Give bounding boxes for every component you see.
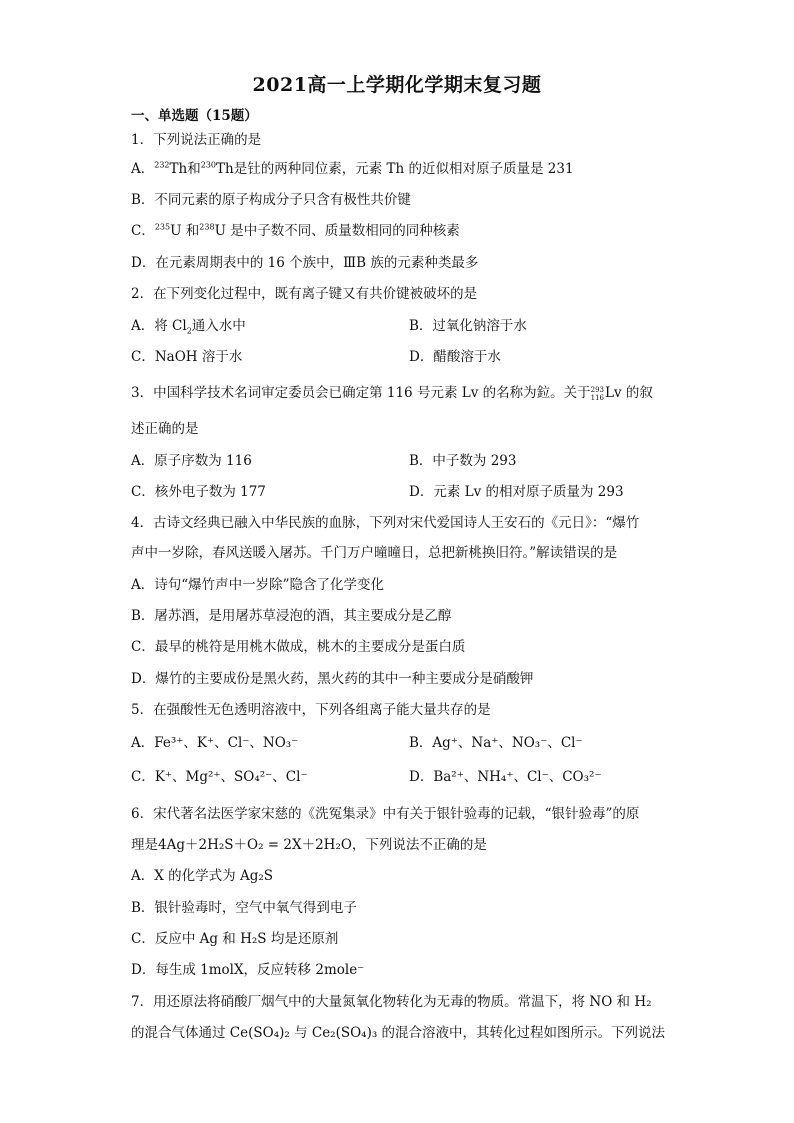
q5-option-b: B．Ag⁺、Na⁺、NO₃⁻、Cl⁻	[409, 735, 583, 751]
q4-option-a: A．诗句“爆竹声中一岁除”隐含了化学变化	[131, 577, 385, 593]
q5-option-c: C．K⁺、Mg²⁺、SO₄²⁻、Cl⁻	[131, 769, 308, 785]
q2-option-c: C．NaOH 溶于水	[131, 349, 243, 365]
q1-option-d: D．在元素周期表中的 16 个族中，ⅢB 族的元素种类最多	[131, 255, 479, 271]
q3-stem-line2: 述正确的是	[131, 421, 199, 437]
q1-option-a: A．$^{232}$Th和$^{230}$Th是钍的两种同位素，元素 Th 的近似相对原子质量是 231	[131, 160, 574, 177]
q2-option-a: A．将 $Cl_2$通入水中	[131, 318, 246, 336]
q6-option-a: A．X 的化学式为 Ag₂S	[131, 868, 273, 884]
q6-stem-line2: 理是4Ag＋2H₂S＋O₂ = 2X＋2H₂O，下列说法不正确的是	[131, 837, 487, 853]
q4-stem-line1: 4．古诗文经典已融入中华民族的血脉，下列对宋代爱国诗人王安石的《元日》：“爆竹	[131, 515, 640, 531]
q2-option-d: D．醋酸溶于水	[409, 349, 501, 365]
q7-stem-line1: 7．用还原法将硝酸厂烟气中的大量氮氧化物转化为无毒的物质。常温下，将 NO 和 H₂	[131, 994, 652, 1010]
q1-option-b: B．不同元素的原子构成分子只含有极性共价键	[131, 192, 411, 208]
q1-stem: 1．下列说法正确的是	[131, 132, 262, 148]
q5-stem: 5．在强酸性无色透明溶液中，下列各组离子能大量共存的是	[131, 702, 491, 718]
q3-stem-line1: 3．中国科学技术名词审定委员会已确定第 116 号元素 Lv 的名称为鉝。关于 293 116 Lv 的叙	[131, 385, 653, 402]
q6-option-c: C．反应中 Ag 和 H₂S 均是还原剂	[131, 931, 339, 947]
q4-option-b: B．屠苏酒，是用屠苏草浸泡的酒，其主要成分是乙醇	[131, 608, 452, 624]
q2-option-b: B．过氧化钠溶于水	[409, 318, 527, 334]
q3-option-a: A．原子序数为 116	[131, 453, 252, 469]
q5-option-d: D．Ba²⁺、NH₄⁺、Cl⁻、CO₃²⁻	[409, 769, 602, 785]
q7-stem-line2: 的混合气体通过 Ce(SO₄)₂ 与 Ce₂(SO₄)₃ 的混合溶液中，其转化过程如图所示。下列说法	[131, 1025, 666, 1041]
q3-option-b: B．中子数为 293	[409, 453, 517, 469]
q1-option-c: C．$^{235}$U 和$^{238}$U 是中子数不同、质量数相同的同种核素	[131, 222, 460, 239]
page-title: 2021高一上学期化学期末复习题	[252, 74, 542, 96]
q3-option-d: D．元素 Lv 的相对原子质量为 293	[409, 484, 624, 500]
q6-stem-line1: 6．宋代著名法医学家宋慈的《洗冤集录》中有关于银针验毒的记载，“银针验毒”的原	[131, 806, 640, 822]
q4-option-c: C．最早的桃符是用桃木做成，桃木的主要成分是蛋白质	[131, 639, 466, 655]
q4-stem-line2: 声中一岁除，春风送暖入屠苏。千门万户曈曈日，总把新桃换旧符。”解读错误的是	[131, 545, 618, 561]
section-heading: 一、单选题（15题）	[131, 108, 258, 124]
q4-option-d: D．爆竹的主要成份是黑火药，黑火药的其中一种主要成分是硝酸钾	[131, 671, 534, 687]
q2-stem: 2．在下列变化过程中，既有离子键又有共价键被破坏的是	[131, 286, 478, 302]
q5-option-a: A．Fe³⁺、K⁺、Cl⁻、NO₃⁻	[131, 735, 299, 751]
q6-option-d: D．每生成 1molX，反应转移 2mole⁻	[131, 962, 365, 978]
q6-option-b: B．银针验毒时，空气中氧气得到电子	[131, 900, 357, 916]
q3-option-c: C．核外电子数为 177	[131, 484, 266, 500]
nuclide-notation: 293 116	[590, 385, 604, 402]
